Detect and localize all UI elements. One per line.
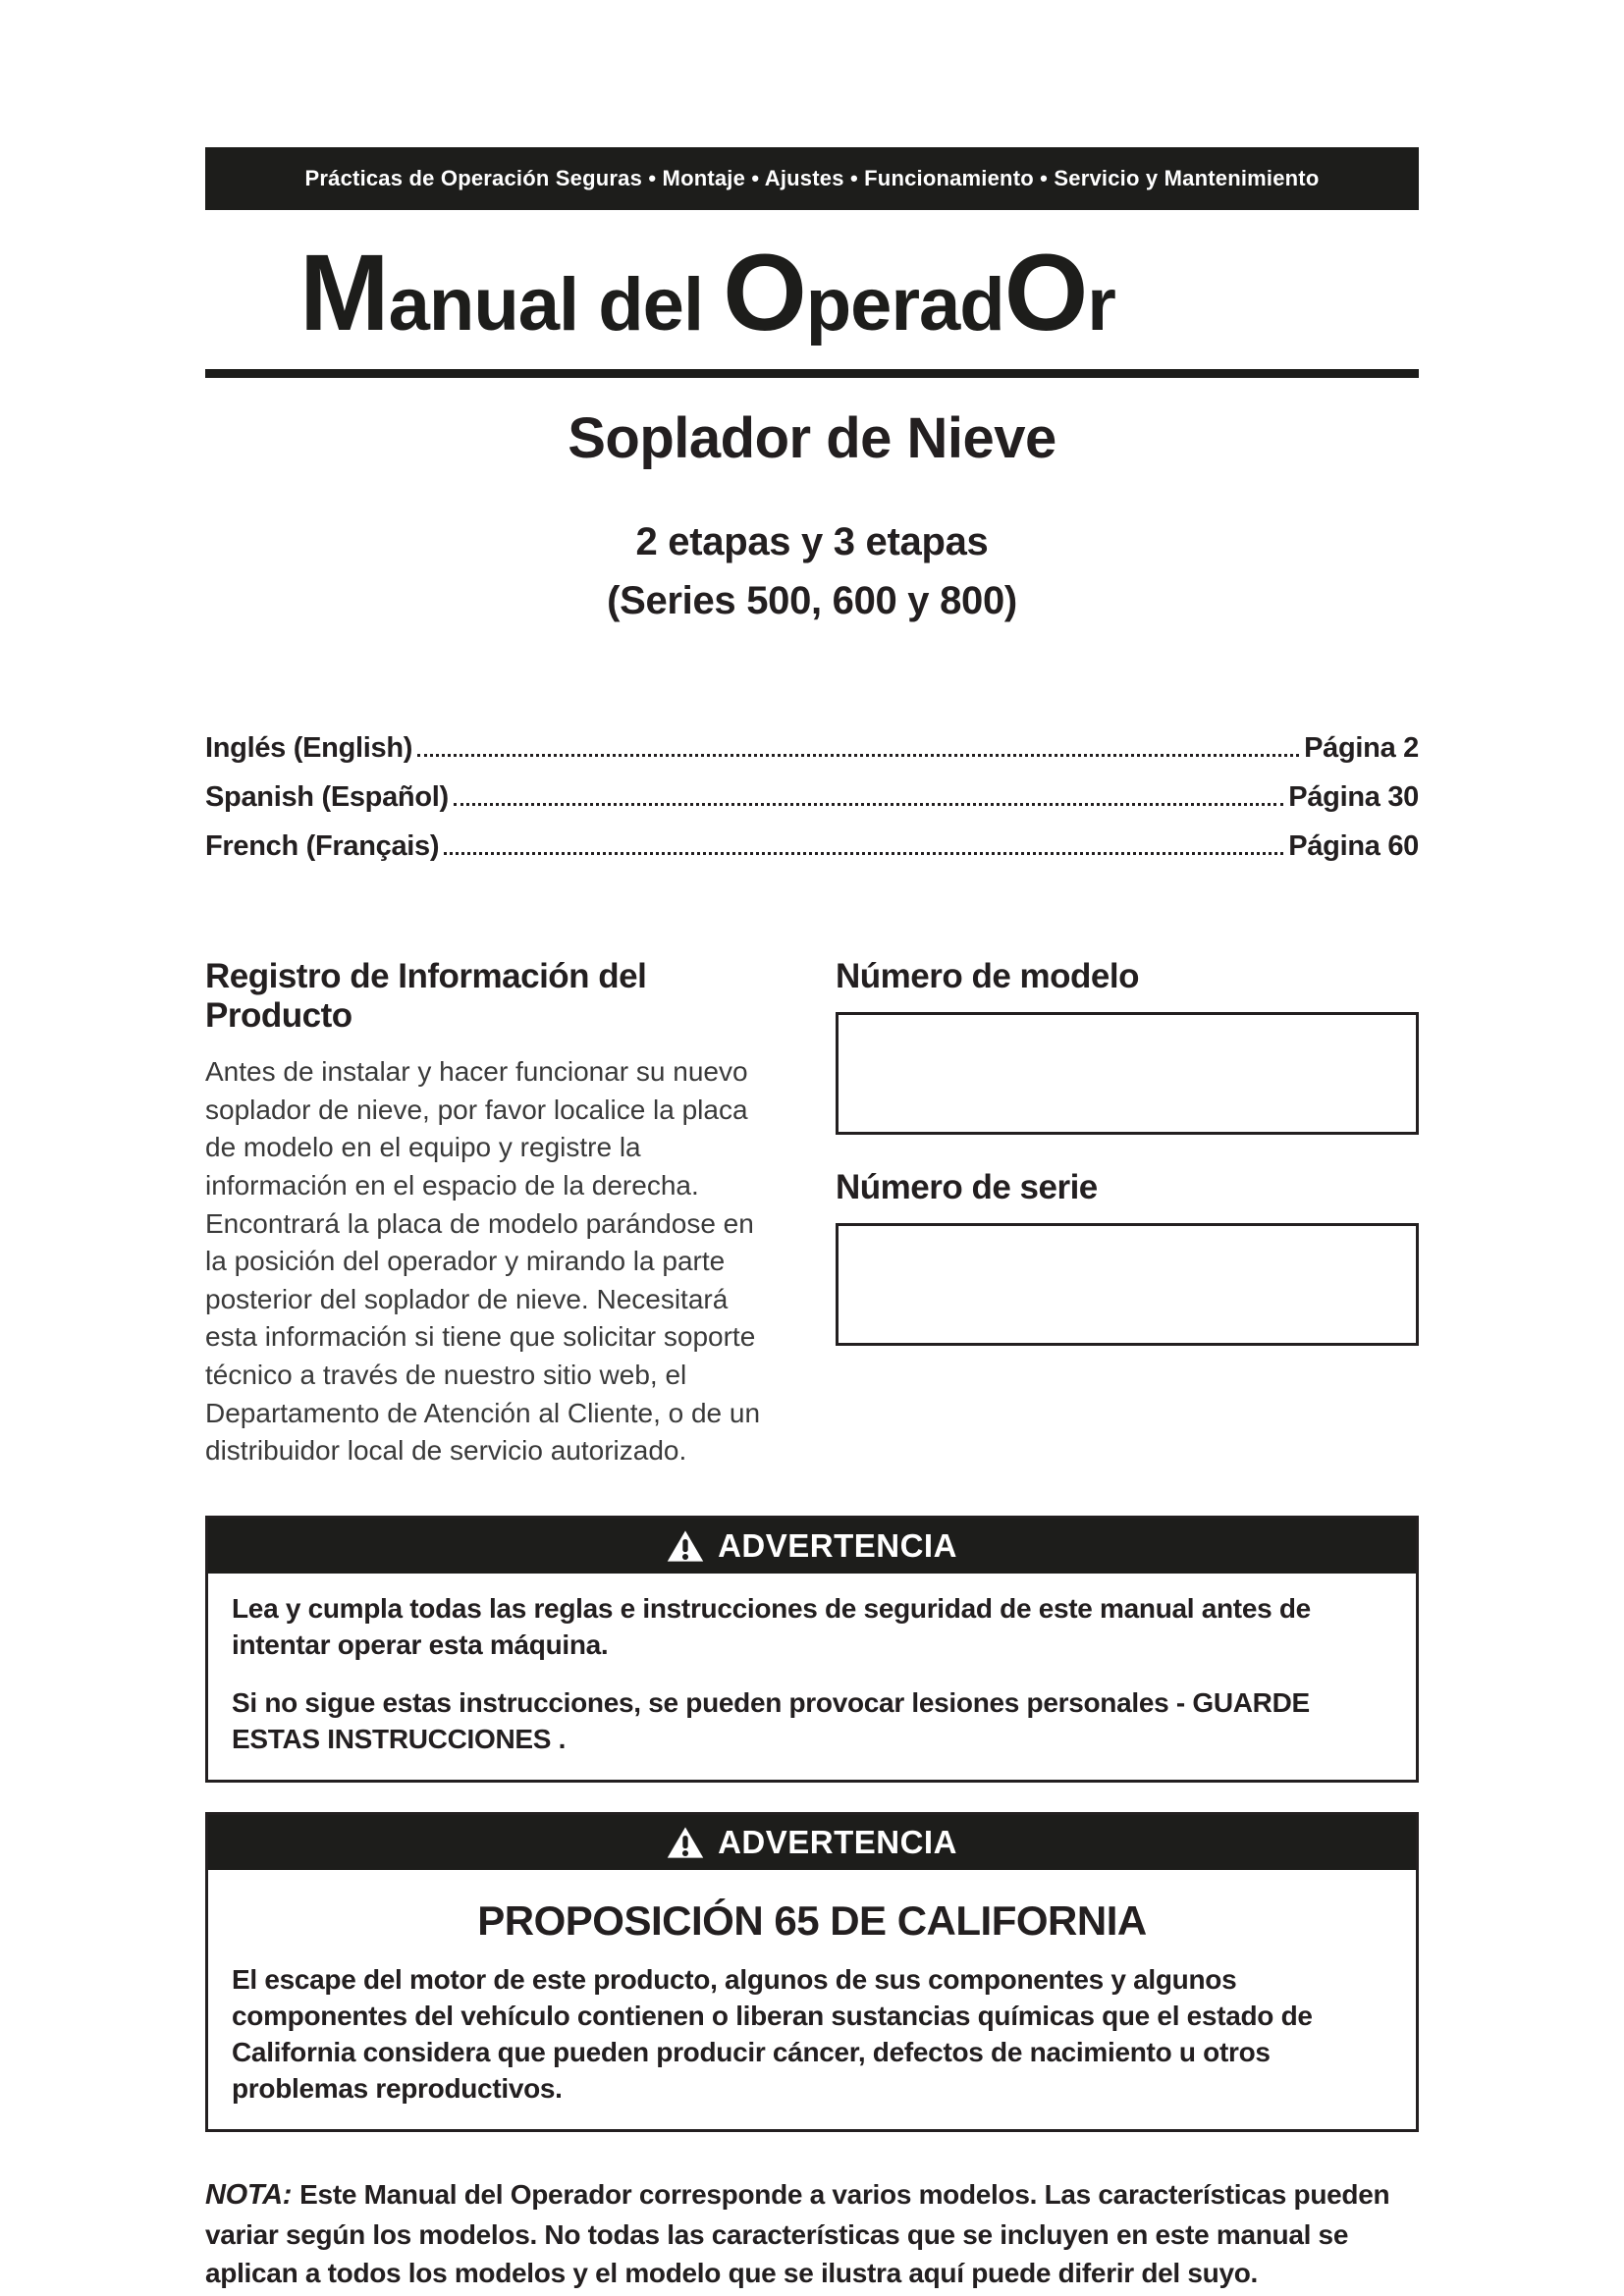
toc-dot-leader [454, 803, 1283, 806]
product-stages: 2 etapas y 3 etapas [635, 520, 989, 563]
registration-info-column [205, 957, 770, 1470]
registration-heading: Registro de Información del Producto [205, 957, 647, 1035]
warning-box-prop65 [205, 1812, 1419, 2132]
warning-triangle-icon [667, 1826, 704, 1859]
warning-box-safety [205, 1516, 1419, 1783]
toc-page: Página 30 [1288, 781, 1419, 813]
table-of-contents [205, 732, 1419, 863]
title-initial-m: M [299, 233, 389, 353]
title-divider [205, 369, 1419, 378]
warning-header-label: ADVERTENCIA [718, 1526, 957, 1564]
top-banner [205, 147, 1419, 210]
product-registration-section [205, 957, 1419, 1470]
product-subtitle [205, 512, 1419, 630]
toc-row [205, 781, 1419, 814]
title-stylized-o: O [1003, 233, 1088, 353]
warning-body [208, 1574, 1416, 1780]
warning-text: Si no sigue estas instrucciones, se pueden provocar lesiones personales - GUARDE ESTAS INSTRUCCIONES . [232, 1686, 1310, 1754]
product-series: (Series 500, 600 y 800) [607, 579, 1017, 622]
manual-cover-page [205, 0, 1419, 2293]
note-label: NOTA: [205, 2178, 293, 2211]
model-number-label: Número de modelo [836, 957, 1139, 995]
top-banner-text: Prácticas de Operación Seguras • Montaje • Ajustes • Funcionamiento • Servicio y Mantenimiento [304, 166, 1320, 190]
toc-label: Inglés (English) [205, 732, 413, 764]
model-number-box [836, 1012, 1419, 1135]
note-text: Este Manual del Operador corresponde a varios modelos. Las características pueden variar según los modelos. No todas las características que se incluyen en este manual se aplican a todos los modelos y el modelo que se ilustra aquí puede diferir del suyo. [205, 2178, 1390, 2289]
toc-row [205, 732, 1419, 765]
toc-dot-leader [417, 754, 1299, 757]
warning-body [208, 1870, 1416, 2129]
warning-header [208, 1519, 1416, 1574]
page-title: Manual del OperadOr [299, 233, 1115, 353]
toc-page: Página 2 [1304, 732, 1419, 764]
registration-fields-column [836, 957, 1419, 1470]
models-note [205, 2175, 1419, 2294]
warning-text: Lea y cumpla todas las reglas e instrucciones de seguridad de este manual antes de intentar operar esta máquina. [232, 1592, 1311, 1660]
warning-triangle-icon [667, 1529, 704, 1563]
toc-row [205, 830, 1419, 863]
product-name: Soplador de Nieve [568, 406, 1056, 470]
toc-label: Spanish (Español) [205, 781, 449, 813]
title-initial-o: O [723, 233, 806, 353]
serial-number-box [836, 1223, 1419, 1346]
prop65-text: El escape del motor de este producto, algunos de sus componentes y algunos componentes del vehículo contienen o liberan sustancias químicas que el estado de California considera que pueden producir cáncer, defectos de nacimiento u otros problemas reproductivos. [232, 1963, 1313, 2104]
registration-text: Antes de instalar y hacer funcionar su nuevo soplador de nieve, por favor localice la placa de modelo en el equipo y registre la información en el espacio de la derecha. Encontrará la placa de modelo parándose en la posición del operador y mirando la parte posterior del soplador de nieve. Necesitará esta información si tiene que solicitar soporte técnico a través de nuestro sitio web, el Departamento de Atención al Cliente, o de un distribuidor local de servicio autorizado. [205, 1056, 761, 1467]
toc-label: French (Français) [205, 830, 440, 862]
prop65-title: PROPOSICIÓN 65 DE CALIFORNIA [477, 1896, 1147, 1944]
toc-page: Página 60 [1288, 830, 1419, 862]
serial-number-label: Número de serie [836, 1168, 1098, 1206]
toc-dot-leader [444, 852, 1283, 855]
warning-header [208, 1815, 1416, 1870]
warning-header-label: ADVERTENCIA [718, 1823, 957, 1860]
